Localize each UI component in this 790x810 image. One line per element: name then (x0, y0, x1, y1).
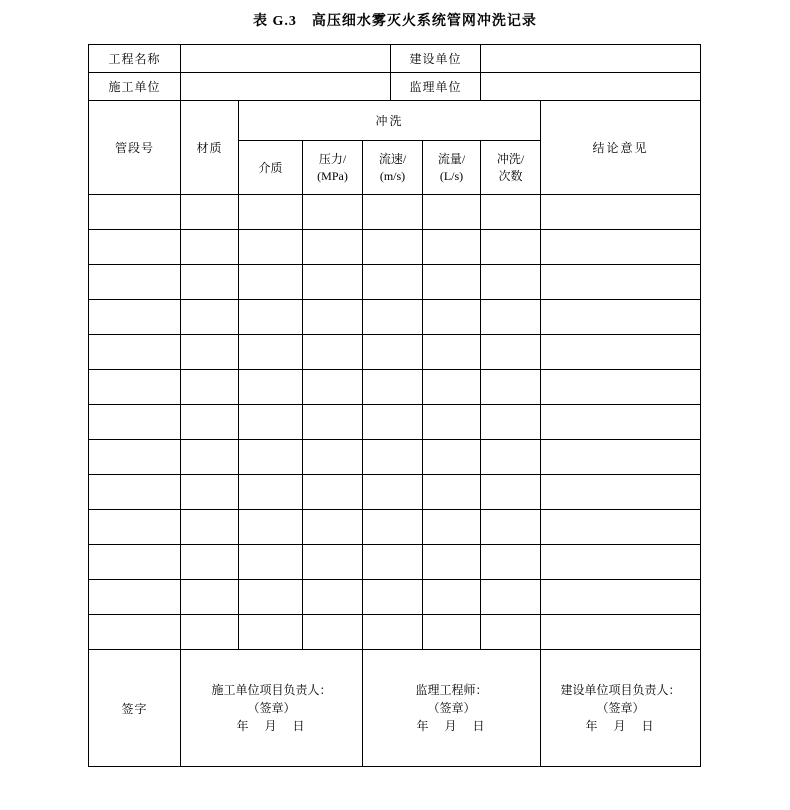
signature-row (89, 650, 701, 767)
construction-unit-label: 建设单位 (391, 45, 481, 73)
empty-cell (423, 300, 481, 335)
empty-cell (89, 405, 181, 440)
empty-cell (541, 265, 701, 300)
data-row (89, 265, 701, 300)
empty-cell (481, 265, 541, 300)
flushing-record-table (88, 44, 701, 767)
empty-cell (481, 545, 541, 580)
empty-cell (423, 230, 481, 265)
builder-signature-line2: （签章） (247, 701, 296, 715)
empty-cell (481, 475, 541, 510)
material-header: 材质 (181, 101, 239, 195)
empty-cell (363, 580, 423, 615)
empty-cell (541, 440, 701, 475)
empty-cell (541, 510, 701, 545)
empty-cell (481, 195, 541, 230)
empty-cell (541, 195, 701, 230)
empty-cell (363, 615, 423, 650)
empty-cell (423, 195, 481, 230)
empty-cell (423, 545, 481, 580)
empty-cell (303, 265, 363, 300)
empty-cell (423, 510, 481, 545)
empty-cell (423, 475, 481, 510)
empty-cell (239, 370, 303, 405)
empty-cell (239, 300, 303, 335)
empty-cell (541, 545, 701, 580)
pressure-header-line2: (MPa) (317, 168, 348, 183)
empty-cell (239, 510, 303, 545)
empty-cell (363, 230, 423, 265)
empty-cell (239, 440, 303, 475)
flow-header-line2: (L/s) (439, 168, 464, 183)
empty-cell (303, 300, 363, 335)
data-row (89, 300, 701, 335)
empty-cell (89, 195, 181, 230)
construction-unit-value (481, 45, 701, 73)
flow-header (423, 141, 481, 195)
empty-cell (541, 405, 701, 440)
data-row (89, 440, 701, 475)
times-header-line1: 冲洗/ (496, 151, 525, 166)
empty-cell (239, 405, 303, 440)
data-row (89, 580, 701, 615)
empty-cell (363, 265, 423, 300)
empty-cell (541, 475, 701, 510)
table-title: 表 G.3 高压细水雾灭火系统管网冲洗记录 (253, 14, 537, 29)
empty-cell (181, 265, 239, 300)
empty-cell (181, 335, 239, 370)
empty-cell (423, 440, 481, 475)
velocity-header-line2: (m/s) (379, 168, 406, 183)
builder-unit-label: 施工单位 (89, 73, 181, 101)
empty-cell (303, 580, 363, 615)
project-name-value (181, 45, 391, 73)
empty-cell (89, 510, 181, 545)
empty-cell (363, 545, 423, 580)
data-rows (89, 195, 701, 650)
empty-cell (303, 510, 363, 545)
flushing-group-header: 冲洗 (239, 101, 541, 141)
data-row (89, 230, 701, 265)
empty-cell (181, 300, 239, 335)
empty-cell (423, 580, 481, 615)
empty-cell (89, 300, 181, 335)
empty-cell (363, 475, 423, 510)
empty-cell (303, 440, 363, 475)
supervisor-signature-line2: （签章） (427, 701, 476, 715)
empty-cell (181, 475, 239, 510)
empty-cell (303, 230, 363, 265)
velocity-header-line1: 流速/ (378, 151, 407, 166)
empty-cell (303, 475, 363, 510)
empty-cell (423, 265, 481, 300)
owner-signature-block (543, 682, 698, 734)
empty-cell (363, 370, 423, 405)
empty-cell (89, 475, 181, 510)
empty-cell (89, 615, 181, 650)
owner-signature-line3: 年 月 日 (585, 719, 656, 733)
empty-cell (541, 370, 701, 405)
signature-label: 签字 (89, 650, 181, 767)
empty-cell (363, 405, 423, 440)
empty-cell (89, 265, 181, 300)
empty-cell (239, 580, 303, 615)
supervision-unit-value (481, 73, 701, 101)
empty-cell (363, 440, 423, 475)
empty-cell (541, 615, 701, 650)
builder-signature-line1: 施工单位项目负责人： (211, 683, 332, 697)
flow-header-line1: 流量/ (437, 151, 466, 166)
supervisor-signature-block (365, 682, 538, 734)
empty-cell (481, 405, 541, 440)
data-row (89, 195, 701, 230)
builder-unit-value (181, 73, 391, 101)
conclusion-header: 结论意见 (541, 101, 701, 195)
supervisor-signature-line1: 监理工程师： (415, 683, 488, 697)
empty-cell (541, 580, 701, 615)
empty-cell (363, 335, 423, 370)
empty-cell (423, 335, 481, 370)
empty-cell (239, 195, 303, 230)
empty-cell (481, 230, 541, 265)
empty-cell (303, 195, 363, 230)
empty-cell (303, 370, 363, 405)
builder-signature-cell (181, 650, 363, 767)
data-row (89, 510, 701, 545)
empty-cell (181, 230, 239, 265)
empty-cell (541, 230, 701, 265)
empty-cell (239, 615, 303, 650)
header-row-1 (89, 101, 701, 141)
empty-cell (239, 545, 303, 580)
empty-cell (181, 195, 239, 230)
times-header-line2: 次数 (498, 168, 523, 183)
empty-cell (181, 580, 239, 615)
owner-signature-cell (541, 650, 701, 767)
empty-cell (423, 615, 481, 650)
medium-header: 介质 (239, 141, 303, 195)
info-row-1 (89, 45, 701, 73)
supervisor-signature-cell (363, 650, 541, 767)
empty-cell (239, 230, 303, 265)
empty-cell (481, 370, 541, 405)
empty-cell (89, 545, 181, 580)
pressure-header (303, 141, 363, 195)
data-row (89, 615, 701, 650)
empty-cell (89, 580, 181, 615)
builder-signature-block (183, 682, 360, 734)
data-row (89, 370, 701, 405)
empty-cell (481, 510, 541, 545)
empty-cell (181, 545, 239, 580)
empty-cell (89, 440, 181, 475)
empty-cell (303, 545, 363, 580)
empty-cell (481, 335, 541, 370)
empty-cell (363, 195, 423, 230)
supervisor-signature-line3: 年 月 日 (416, 719, 487, 733)
empty-cell (181, 615, 239, 650)
empty-cell (303, 615, 363, 650)
empty-cell (239, 475, 303, 510)
data-row (89, 475, 701, 510)
data-row (89, 545, 701, 580)
empty-cell (89, 335, 181, 370)
data-row (89, 335, 701, 370)
empty-cell (181, 440, 239, 475)
pipe-section-header: 管段号 (89, 101, 181, 195)
empty-cell (423, 405, 481, 440)
info-row-2 (89, 73, 701, 101)
owner-signature-line2: （签章） (596, 701, 645, 715)
times-header (481, 141, 541, 195)
empty-cell (541, 300, 701, 335)
pressure-header-line1: 压力/ (318, 151, 347, 166)
empty-cell (481, 300, 541, 335)
project-name-label: 工程名称 (89, 45, 181, 73)
empty-cell (481, 440, 541, 475)
empty-cell (239, 335, 303, 370)
empty-cell (89, 230, 181, 265)
empty-cell (181, 405, 239, 440)
data-row (89, 405, 701, 440)
empty-cell (303, 335, 363, 370)
empty-cell (481, 580, 541, 615)
empty-cell (303, 405, 363, 440)
empty-cell (181, 370, 239, 405)
empty-cell (181, 510, 239, 545)
owner-signature-line1: 建设单位项目负责人： (560, 683, 681, 697)
empty-cell (239, 265, 303, 300)
empty-cell (541, 335, 701, 370)
supervision-unit-label: 监理单位 (391, 73, 481, 101)
empty-cell (89, 370, 181, 405)
empty-cell (363, 300, 423, 335)
empty-cell (363, 510, 423, 545)
builder-signature-line3: 年 月 日 (236, 719, 307, 733)
empty-cell (481, 615, 541, 650)
velocity-header (363, 141, 423, 195)
empty-cell (423, 370, 481, 405)
